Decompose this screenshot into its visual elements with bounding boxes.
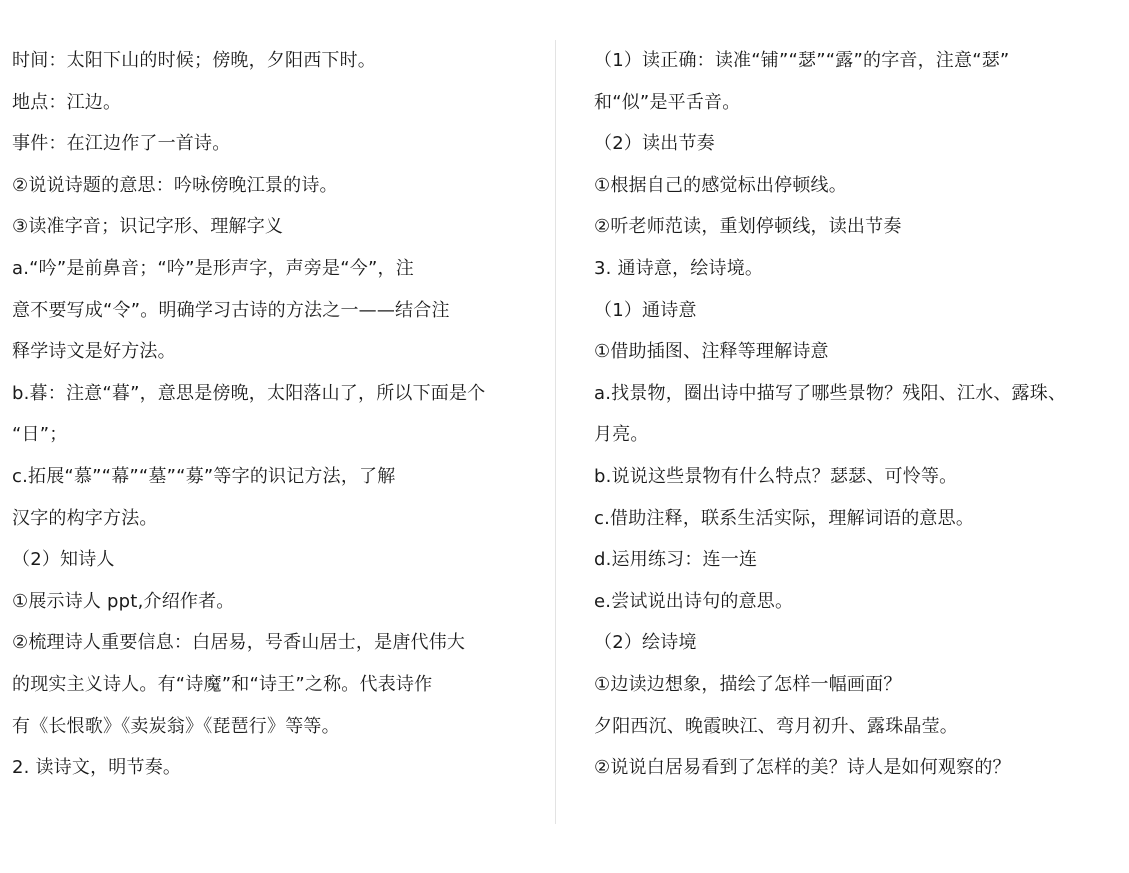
text-line: c.借助注释，联系生活实际，理解词语的意思。 bbox=[594, 507, 975, 529]
text-line: e.尝试说出诗句的意思。 bbox=[594, 590, 794, 612]
text-line: ②说说白居易看到了怎样的美？诗人是如何观察的？ bbox=[594, 757, 1011, 779]
text-line: 2. 读诗文，明节奏。 bbox=[12, 757, 182, 779]
text-line: 夕阳西沉、晚霞映江、弯月初升、露珠晶莹。 bbox=[594, 715, 958, 737]
text-line: c.拓展“慕”“幕”“墓”“募”等字的识记方法，了解 bbox=[12, 465, 396, 487]
text-line: 地点：江边。 bbox=[12, 91, 122, 113]
text-line: 意不要写成“令”。明确学习古诗的方法之一——结合注 bbox=[12, 299, 450, 321]
text-line: ①根据自己的感觉标出停顿线。 bbox=[594, 174, 847, 196]
text-line: ①展示诗人 ppt,介绍作者。 bbox=[12, 590, 235, 612]
column-divider bbox=[555, 40, 556, 824]
text-line: 3. 通诗意，绘诗境。 bbox=[594, 257, 764, 279]
text-line: 的现实主义诗人。有“诗魔”和“诗王”之称。代表诗作 bbox=[12, 673, 433, 695]
text-line: “日”； bbox=[12, 424, 68, 446]
text-line: 有《长恨歌》《卖炭翁》《琵琶行》等等。 bbox=[12, 715, 340, 737]
text-line: 释学诗文是好方法。 bbox=[12, 341, 176, 363]
text-line: （2）知诗人 bbox=[12, 549, 115, 571]
text-line: 和“似”是平舌音。 bbox=[594, 91, 741, 113]
text-line: a.“吟”是前鼻音；“吟”是形声字，声旁是“今”，注 bbox=[12, 257, 414, 279]
text-line: 汉字的构字方法。 bbox=[12, 507, 158, 529]
text-line: （1）通诗意 bbox=[594, 299, 697, 321]
text-line: 时间：太阳下山的时候；傍晚，夕阳西下时。 bbox=[12, 50, 376, 71]
text-line: ②梳理诗人重要信息：白居易，号香山居士，是唐代伟大 bbox=[12, 632, 466, 654]
text-line: （2）绘诗境 bbox=[594, 632, 697, 654]
text-line: ③读准字音；识记字形、理解字义 bbox=[12, 216, 284, 238]
text-line: d.运用练习：连一连 bbox=[594, 549, 758, 571]
text-line: b.说说这些景物有什么特点？瑟瑟、可怜等。 bbox=[594, 465, 958, 487]
text-line: ②说说诗题的意思：吟咏傍晚江景的诗。 bbox=[12, 174, 338, 196]
right-column bbox=[594, 40, 1114, 789]
text-line: 月亮。 bbox=[594, 424, 649, 446]
text-line: 事件：在江边作了一首诗。 bbox=[12, 133, 231, 155]
left-column bbox=[12, 40, 532, 789]
text-line: ①边读边想象，描绘了怎样一幅画面？ bbox=[594, 673, 902, 695]
text-line: （1）读正确：读准“铺”“瑟”“露”的字音，注意“瑟” bbox=[594, 50, 1010, 71]
text-line: （2）读出节奏 bbox=[594, 133, 715, 155]
text-line: b.暮：注意“暮”，意思是傍晚，太阳落山了，所以下面是个 bbox=[12, 382, 486, 404]
text-line: ①借助插图、注释等理解诗意 bbox=[594, 341, 829, 363]
text-line: ②听老师范读，重划停顿线，读出节奏 bbox=[594, 216, 902, 238]
text-line: a.找景物，圈出诗中描写了哪些景物？残阳、江水、露珠、 bbox=[594, 382, 1067, 404]
